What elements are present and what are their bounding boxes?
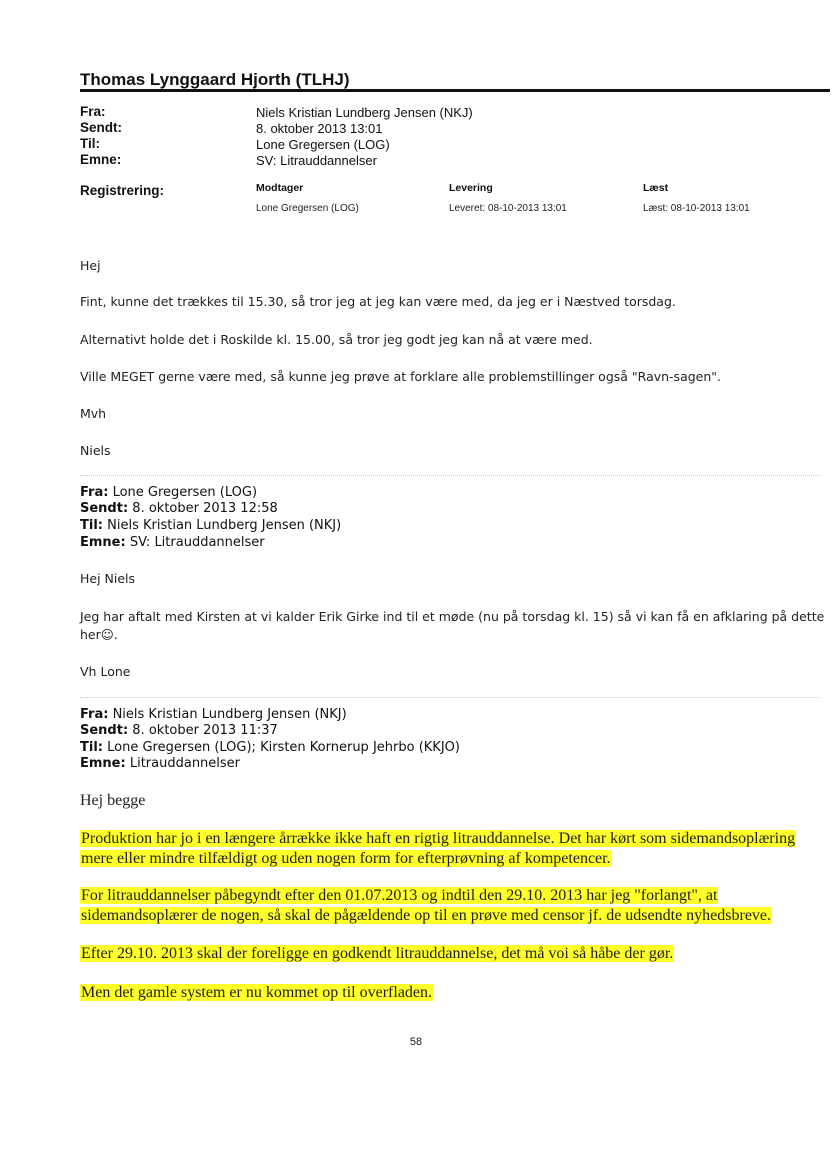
quote2-paragraph-line: mere eller mindre tilfældigt og uden nogen form for efterprøvning af kompetencer. [81,850,611,867]
quote2-sent: Sendt: 8. oktober 2013 11:37 [80,723,278,738]
message-greeting: Hej [80,258,101,273]
quote2-paragraph-line: For litrauddannelser påbegyndt efter den 01.07.2013 og indtil den 29.10. 2013 har jeg "forlangt", at [81,887,718,904]
message-paragraph: Fint, kunne det trækkes til 15.30, så tror jeg at jeg kan være med, da jeg er i Næstved torsdag. [80,294,676,309]
header-rule [80,89,830,92]
message-closing: Mvh [80,406,107,421]
registration-read-heading: Læst [643,182,669,194]
page-number: 58 [409,1036,423,1048]
registration-recipient-heading: Modtager [256,182,304,194]
quote-separator [80,697,820,698]
quote2-paragraph-line: Men det gamle system er nu kommet op til overfladen. [81,984,433,1001]
to-label: Til: [80,136,100,151]
quote2-paragraph-line: sidemandsoplærer de nogen, så skal de pågældende op til en prøve med censor jf. de udsendte nyhedsbreve. [81,907,772,924]
quote2-subject: Emne: Litrauddannelser [80,756,241,771]
quote1-to: Til: Niels Kristian Lundberg Jensen (NKJ) [80,518,342,533]
from-label: Fra: [80,104,106,119]
quote2-greeting: Hej begge [80,792,146,809]
message-signature: Niels [80,443,111,458]
registration-read-value: Læst: 08-10-2013 13:01 [643,203,750,214]
quote1-paragraph-line: her☺. [80,627,118,642]
quote1-sent: Sendt: 8. oktober 2013 12:58 [80,501,278,516]
quote1-greeting: Hej Niels [80,571,136,586]
message-paragraph: Alternativt holde det i Roskilde kl. 15.00, så tror jeg godt jeg kan nå at være med. [80,332,593,347]
quote2-paragraph-line: Efter 29.10. 2013 skal der foreligge en godkendt litrauddannelse, det må voi så håbe der gør. [81,945,674,962]
quote2-paragraph-line: Produktion har jo i en længere årrække ikke haft en rigtig litrauddannelse. Det har kørt som sidemandsoplæring [81,830,796,847]
quote-separator [80,475,820,476]
registration-recipient-value: Lone Gregersen (LOG) [256,203,359,214]
message-paragraph: Ville MEGET gerne være med, så kunne jeg prøve at forklare alle problemstillinger også "Ravn-sagen". [80,369,721,384]
registration-label: Registrering: [80,183,165,198]
registration-delivery-value: Leveret: 08-10-2013 13:01 [449,203,567,214]
to-value: Lone Gregersen (LOG) [256,137,390,152]
subject-value: SV: Litrauddannelser [256,153,377,168]
quote1-signature: Vh Lone [80,664,131,679]
quote1-from: Fra: Lone Gregersen (LOG) [80,485,258,500]
sent-label: Sendt: [80,120,122,135]
from-value: Niels Kristian Lundberg Jensen (NKJ) [256,105,473,120]
quote2-from: Fra: Niels Kristian Lundberg Jensen (NKJ) [80,707,347,722]
quote2-to: Til: Lone Gregersen (LOG); Kirsten Kornerup Jehrbo (KKJO) [80,740,460,755]
mailbox-owner-name: Thomas Lynggaard Hjorth (TLHJ) [80,70,350,89]
registration-delivery-heading: Levering [449,182,493,194]
sent-value: 8. oktober 2013 13:01 [256,121,383,136]
subject-label: Emne: [80,152,122,167]
quote1-subject: Emne: SV: Litrauddannelser [80,535,265,550]
quote1-paragraph-line: Jeg har aftalt med Kirsten at vi kalder Erik Girke ind til et møde (nu på torsdag kl. 15) så vi kan få en afklaring på dette [80,609,825,624]
